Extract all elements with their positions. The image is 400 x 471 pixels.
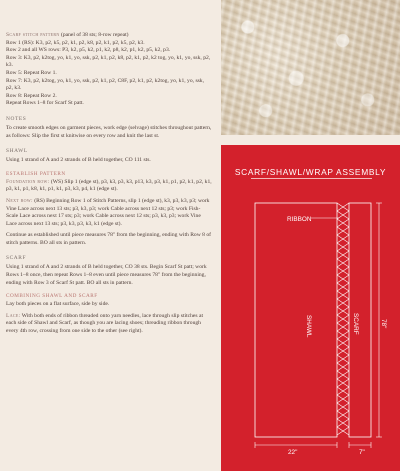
- scarf-stitch-pattern-note: (panel of 38 sts; 8-row repeat): [60, 32, 129, 38]
- shawl-width-label: 22": [288, 449, 298, 456]
- pattern-row-3: Row 3: K3, p2, k2tog, yo, k1, yo, ssk, p2, k1, p2, k8, p2, k1, p2, k2 tog, yo, k1, yo, ssk, p2, k3.: [6, 54, 211, 69]
- notes-text: To create smooth edges on garment pieces, work edge (selvage) stitches throughout pattern, as follows: Slip the first st knitwise on every row and knit the last st.: [6, 124, 212, 139]
- shawl-text: Using 1 strand of A and 2 strands of B held together, CO 111 sts.: [6, 157, 151, 164]
- knit-lace-swatch-photo: [221, 0, 400, 135]
- scarf-stitch-heading-line: [6, 32, 212, 40]
- lace-text: [6, 313, 212, 336]
- assembly-diagram-panel: [221, 145, 400, 471]
- shawl-label: SHAWL: [305, 315, 312, 338]
- shawl-outline: [255, 203, 337, 437]
- scarf-stitch-pattern-title: Scarf stitch pattern: [6, 32, 60, 38]
- scarf-width-label: 7": [359, 449, 365, 456]
- notes-heading: NOTES: [6, 115, 27, 122]
- combining-text: Lay both pieces on a flat surface, side by side.: [6, 301, 110, 308]
- combining-heading: COMBINING SHAWL AND SCARF: [6, 293, 98, 300]
- pattern-row-2: Row 2 and all WS rows: P3, k2, p5, k2, p1, k2, p8, k2, p1, k2, p5, k2, p3.: [6, 47, 171, 54]
- ribbon-label: RIBBON: [287, 216, 312, 223]
- foundation-row-label: Foundation row:: [6, 178, 50, 185]
- next-row-label: Next row:: [6, 197, 33, 204]
- lace-body: With both ends of ribbon threaded onto yarn needles, lace through slip stitches at each side of Shawl and Scarf, as though you are lacing shoes; threading ribbon through every 4th row, crossing from one side to the other (see right).: [6, 312, 204, 335]
- pattern-row-7: Row 7: K3, p2, k2tog, yo, k1, yo, ssk, p2, k1, p2, C8F, p2, k1, p2, k2tog, yo, k1, yo, ssk, p2, k3.: [6, 77, 204, 92]
- next-row-text: [6, 198, 212, 228]
- foundation-row-text: [6, 179, 212, 194]
- establish-pattern-heading: ESTABLISH PATTERN: [6, 170, 66, 177]
- next-row-body: (RS) Beginning Row 1 of Stitch Patterns, slip 1 (edge st), k3, p3, k3, p3; work Vine Lace across next 13 sts; p3, k3, p3; work Cable across next 12 sts; p3; work Fish-Scale Lace across next 17 sts; p3; work Cable across next 12 sts; p3, k3, p3; work Vine Lace across next 13 sts; p3, k3, p3, k3, k1 (edge st).: [6, 197, 210, 227]
- assembly-diagram-title: SCARF/SHAWL/WRAP ASSEMBLY: [234, 167, 387, 177]
- length-label: 78": [380, 319, 387, 329]
- pattern-row-1: Row 1 (RS): K3, p2, k5, p2, k1, p2, k8, p2, k1, p2, k5, p2, k3.: [6, 39, 145, 46]
- pattern-repeat-note: Repeat Rows 1–8 for Scarf St patt.: [6, 100, 84, 107]
- assembly-diagram-svg: [221, 145, 400, 471]
- scarf-label: SCARF: [352, 313, 359, 335]
- ribbon-lacing: [337, 203, 349, 435]
- shawl-heading: SHAWL: [6, 148, 28, 155]
- pattern-row-5: Row 5: Repeat Row 1.: [6, 69, 57, 76]
- continue-text: Continue as established until piece measures 78" from the beginning, ending with Row 8 of stitch patterns. BO all sts in pattern.: [6, 232, 212, 246]
- pattern-row-8: Row 8: Repeat Row 2.: [6, 92, 57, 99]
- scarf-text: Using 1 strand of A and 2 strands of B held together, CO 38 sts. Begin Scarf St patt; work Rows 1–8 once, then repeat Rows 1–8 even until piece measures 78" from the beginning, ending with Row 3 of Scarf St patt. BO all sts in pattern.: [6, 264, 207, 286]
- scarf-heading: SCARF: [6, 255, 27, 262]
- foundation-row-body: (WS) Slip 1 (edge st), p3, k3, p3, k3, p13, k3, p3, k1, p1, p2, k1, p2, k1, p3, k1, p1, k8, k1, p1, k1, p3, k3, p4, k1 (edge st).: [6, 178, 212, 193]
- lace-label: Lace:: [6, 312, 21, 319]
